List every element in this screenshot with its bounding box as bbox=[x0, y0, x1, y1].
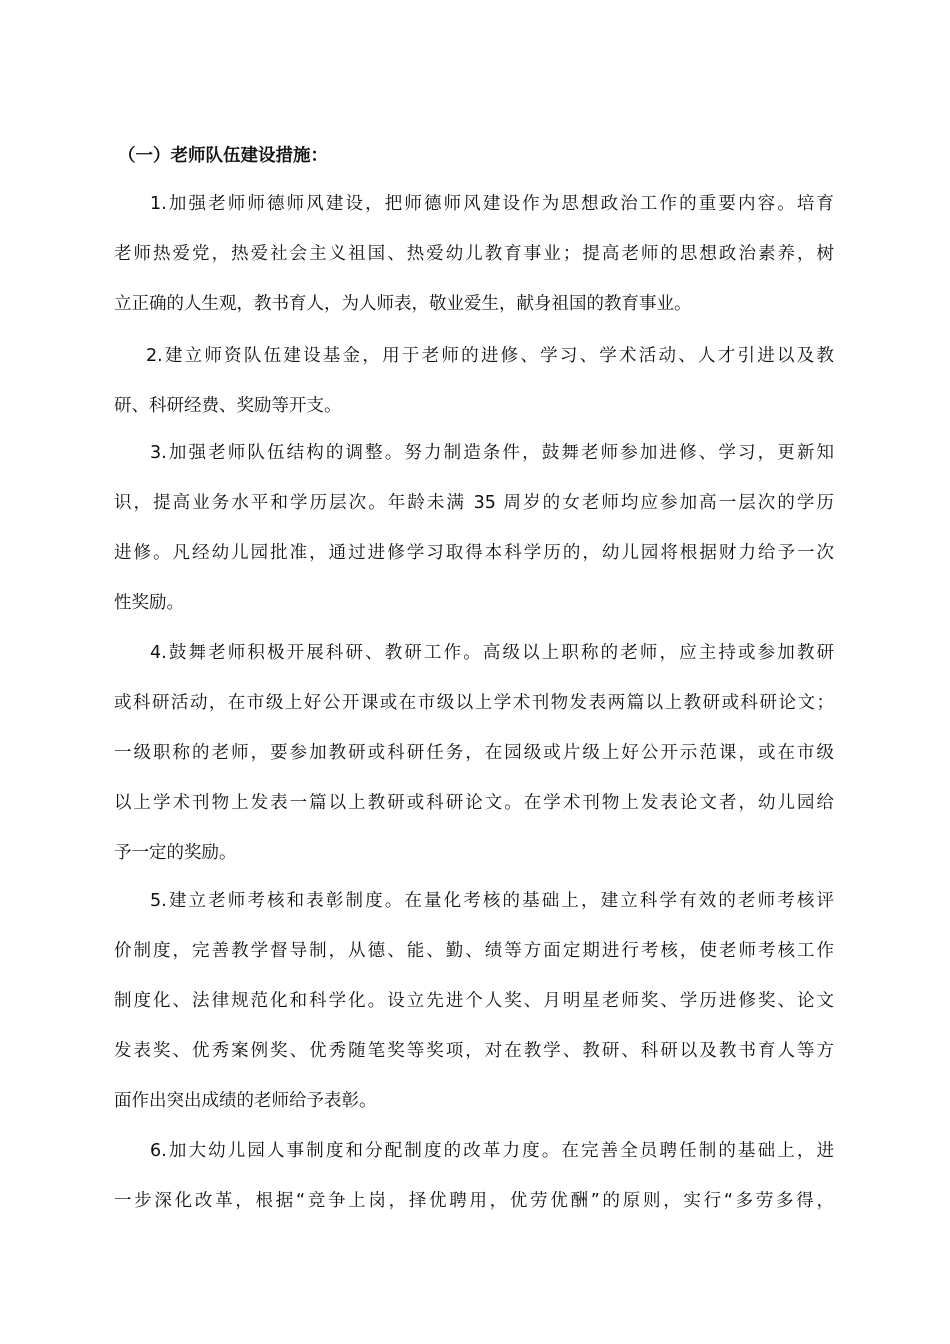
paragraph-line: 立正确的人生观，教书育人，为人师表，敬业爱生，献身祖国的教育事业。 bbox=[114, 294, 692, 314]
paragraph-line: 制度化、法律规范化和科学化。设立先进个人奖、月明星老师奖、学历进修奖、论文 bbox=[114, 991, 834, 1011]
section-heading: （一）老师队伍建设措施： bbox=[118, 146, 328, 166]
paragraph-line: 一步深化改革，根据“竞争上岗，择优聘用，优劳优酬”的原则，实行“多劳多得， bbox=[114, 1191, 834, 1211]
paragraph-line: 进修。凡经幼儿园批准，通过进修学习取得本科学历的，幼儿园将根据财力给予一次 bbox=[114, 543, 834, 563]
paragraph-line: 面作出突出成绩的老师给予表彰。 bbox=[114, 1091, 377, 1111]
paragraph-5 bbox=[114, 876, 834, 1126]
paragraph-line: 6.加大幼儿园人事制度和分配制度的改革力度。在完善全员聘任制的基础上，进 bbox=[150, 1141, 834, 1161]
paragraph-line: 一级职称的老师，要参加教研或科研任务，在园级或片级上好公开示范课，或在市级 bbox=[114, 743, 834, 763]
paragraph-line: 3.加强老师队伍结构的调整。努力制造条件，鼓舞老师参加进修、学习，更新知 bbox=[150, 443, 834, 463]
paragraph-line: 识，提高业务水平和学历层次。年龄未满 35 周岁的女老师均应参加高一层次的学历 bbox=[114, 493, 834, 513]
paragraph-3 bbox=[114, 428, 834, 628]
paragraph-line: 2.建立师资队伍建设基金，用于老师的进修、学习、学术活动、人才引进以及教 bbox=[146, 346, 834, 366]
paragraph-1 bbox=[114, 179, 834, 329]
paragraph-line: 1.加强老师师德师风建设，把师德师风建设作为思想政治工作的重要内容。培育 bbox=[150, 194, 834, 214]
paragraph-line: 性奖励。 bbox=[114, 593, 184, 613]
paragraph-line: 以上学术刊物上发表一篇以上教研或科研论文。在学术刊物上发表论文者，幼儿园给 bbox=[114, 793, 834, 813]
paragraph-2 bbox=[114, 331, 834, 431]
paragraph-line: 老师热爱党，热爱社会主义祖国、热爱幼儿教育事业；提高老师的思想政治素养，树 bbox=[114, 244, 834, 264]
paragraph-line: 或科研活动，在市级上好公开课或在市级以上学术刊物发表两篇以上教研或科研论文； bbox=[114, 693, 834, 713]
paragraph-line: 4.鼓舞老师积极开展科研、教研工作。高级以上职称的老师，应主持或参加教研 bbox=[150, 643, 834, 663]
paragraph-line: 予一定的奖励。 bbox=[114, 843, 237, 863]
paragraph-line: 发表奖、优秀案例奖、优秀随笔奖等奖项，对在教学、教研、科研以及教书育人等方 bbox=[114, 1041, 834, 1061]
paragraph-4 bbox=[114, 628, 834, 878]
paragraph-6 bbox=[114, 1126, 834, 1226]
paragraph-line: 5.建立老师考核和表彰制度。在量化考核的基础上，建立科学有效的老师考核评 bbox=[150, 891, 834, 911]
paragraph-line: 研、科研经费、奖励等开支。 bbox=[114, 396, 342, 416]
paragraph-line: 价制度，完善教学督导制，从德、能、勤、绩等方面定期进行考核，使老师考核工作 bbox=[114, 941, 834, 961]
